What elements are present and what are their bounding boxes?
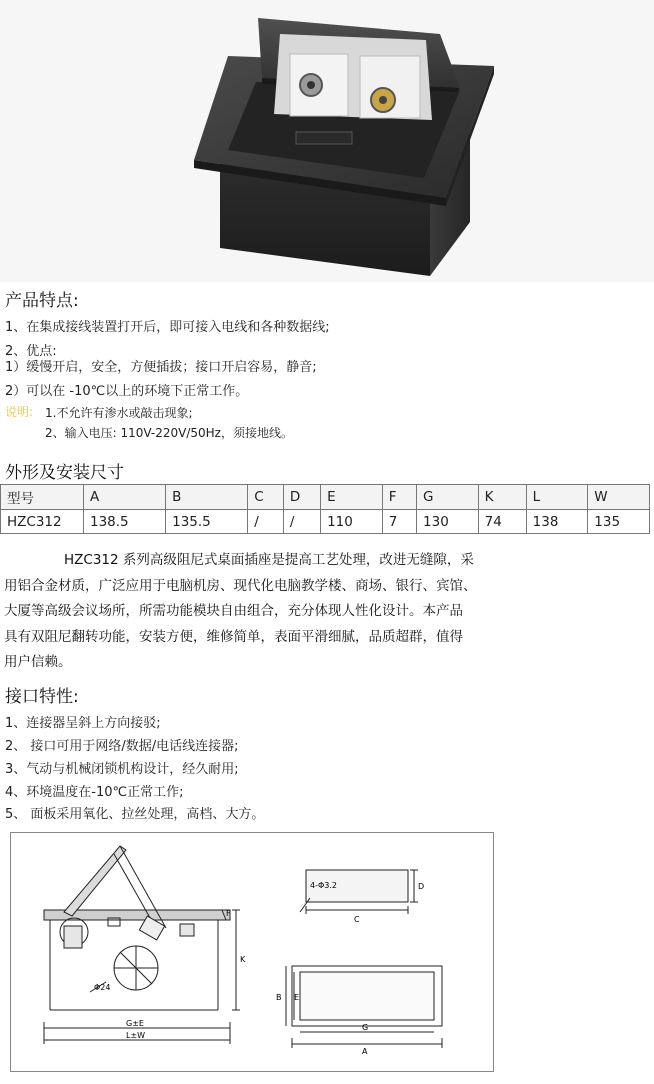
interface-line: 3、气动与机械闭锁机构设计，经久耐用;: [5, 762, 239, 777]
dimensions-title: 外形及安装尺寸: [5, 463, 124, 483]
interface-line: 1、连接器呈斜上方向接驳;: [5, 716, 161, 731]
feature-line: 1）缓慢开启，安全，方便插拔；接口开启容易，静音;: [5, 360, 317, 375]
table-header-row: [1, 485, 650, 510]
table-cell: 138: [526, 510, 588, 534]
table-header-cell: K: [478, 485, 526, 510]
note-label: 说明:: [5, 405, 34, 419]
table-cell: /: [248, 510, 284, 534]
table-cell: 110: [321, 510, 383, 534]
description-line: 用铝合金材质，广泛应用于电脑机房、现代化电脑教学楼、商场、银行、宾馆、: [4, 577, 477, 594]
drawing-svg: [10, 832, 494, 1072]
table-header-cell: L: [526, 485, 588, 510]
table-header-cell: F: [382, 485, 416, 510]
table-cell: 138.5: [84, 510, 166, 534]
interface-line: 5、 面板采用氧化、拉丝处理，高档、大方。: [5, 807, 265, 822]
description-line: 具有双阻尼翻转功能，安装方便，维修简单，表面平滑细腻，品质超群，值得: [4, 628, 463, 645]
table-header-cell: G: [417, 485, 479, 510]
table-cell: 135: [588, 510, 650, 534]
label-a: A: [362, 1047, 368, 1056]
label-b: B: [276, 993, 282, 1002]
product-description: [4, 548, 509, 676]
table-header-cell: E: [321, 485, 383, 510]
table-header-cell: 型号: [1, 485, 84, 510]
table-header-cell: W: [588, 485, 650, 510]
technical-drawing: [10, 832, 494, 1072]
interface-title: 接口特性:: [5, 687, 79, 707]
label-d: D: [418, 882, 425, 891]
table-cell: 135.5: [166, 510, 248, 534]
floor-socket-illustration: [0, 0, 654, 282]
product-photo: [0, 0, 654, 282]
feature-line: 1、在集成接线装置打开后，即可接入电线和各种数据线;: [5, 320, 330, 335]
table-row: [1, 510, 650, 534]
features-title: 产品特点:: [5, 291, 79, 311]
description-line: 用户信赖。: [4, 654, 72, 670]
table-header-cell: A: [84, 485, 166, 510]
label-phi24: Φ24: [94, 983, 111, 992]
label-lw: L±W: [126, 1031, 146, 1040]
label-ge: G±E: [126, 1019, 144, 1028]
label-g: G: [362, 1023, 369, 1032]
side-section-view: [44, 846, 240, 1044]
feature-line: 2、优点:: [5, 344, 57, 359]
label-holes: 4-Φ3.2: [310, 881, 337, 890]
label-f: F: [226, 909, 231, 918]
table-header-cell: B: [166, 485, 248, 510]
feature-line: 2）可以在 -10℃以上的环境下正常工作。: [5, 384, 249, 399]
description-line: 大厦等高级会议场所，所需功能模块自由组合，充分体现人性化设计。本产品: [4, 603, 463, 619]
dimensions-table: [0, 484, 650, 534]
plan-view: [286, 966, 442, 1048]
note-line: 2、输入电压: 110V-220V/50Hz，须接地线。: [45, 426, 293, 440]
table-cell: /: [283, 510, 320, 534]
table-header-cell: C: [248, 485, 284, 510]
note-line: 1.不允许有渗水或敲击现象;: [45, 406, 193, 420]
table-cell: 130: [417, 510, 479, 534]
label-c: C: [354, 915, 360, 924]
table-header-cell: D: [283, 485, 320, 510]
table-cell: HZC312: [1, 510, 84, 534]
latch: [296, 132, 352, 144]
description-line: HZC312 系列高级阻尼式桌面插座是提高工艺处理，改进无缝隙，采: [64, 552, 474, 568]
table-cell: 74: [478, 510, 526, 534]
label-e: E: [294, 993, 300, 1002]
cutout-top-view: [300, 870, 418, 914]
interface-line: 4、环境温度在-10℃正常工作;: [5, 785, 184, 800]
table-cell: 7: [382, 510, 416, 534]
label-k: K: [240, 955, 246, 964]
interface-line: 2、 接口可用于网络/数据/电话线连接器;: [5, 739, 239, 754]
